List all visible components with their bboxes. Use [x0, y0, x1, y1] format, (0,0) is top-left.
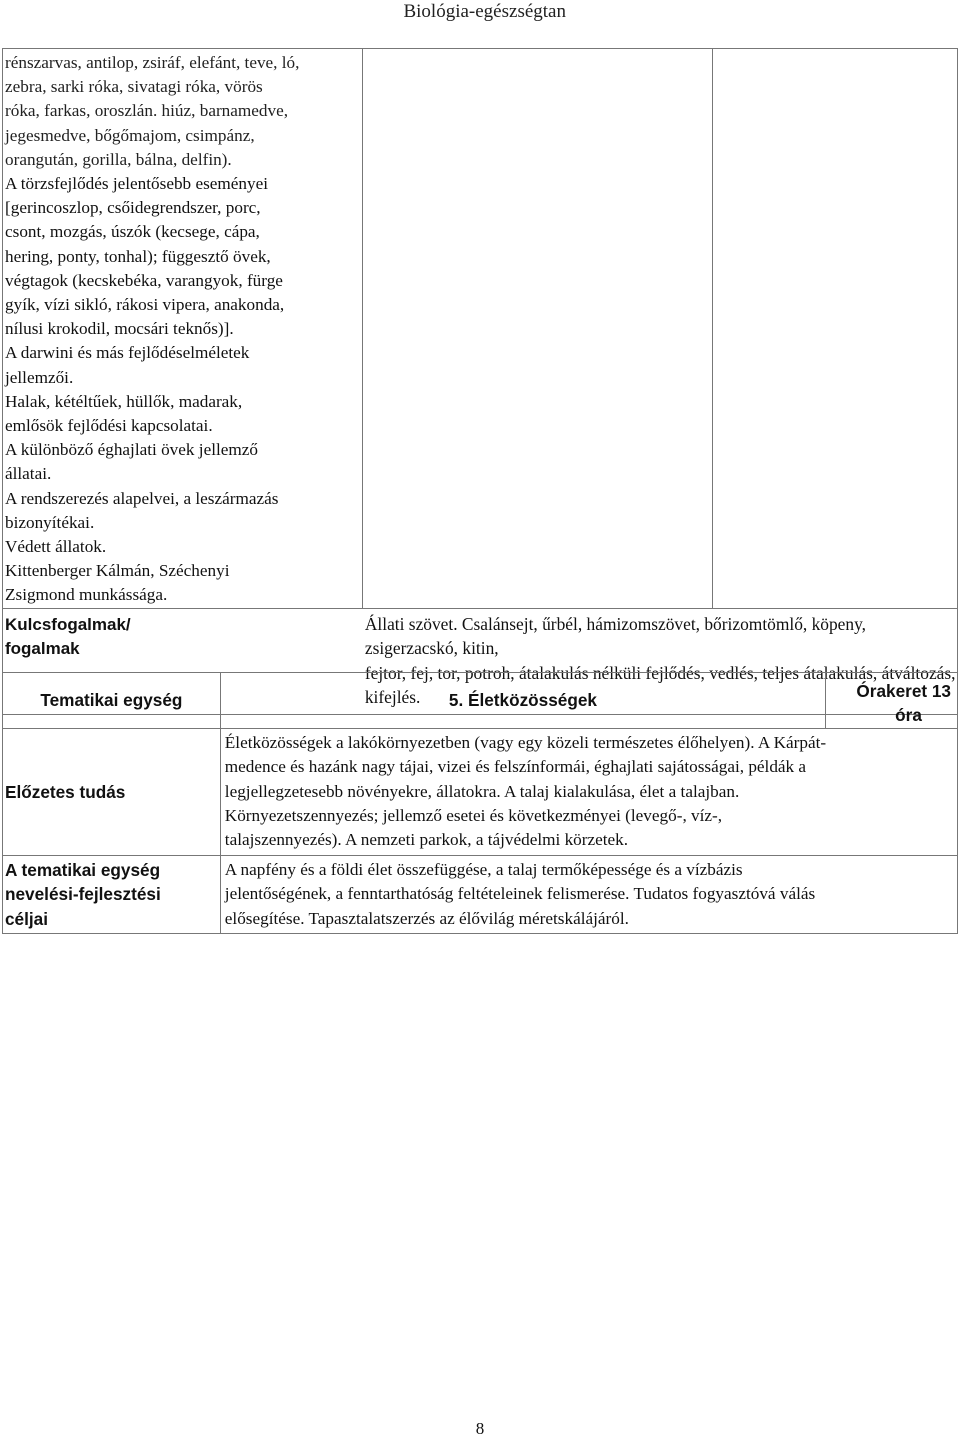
- text-line: A darwini és más fejlődéselméletek: [5, 343, 250, 363]
- unit-hours-line: Órakeret 13: [856, 681, 951, 701]
- empty-column-cell: [363, 49, 712, 609]
- text-line: Halak, kétéltűek, hüllők, madarak,: [5, 391, 243, 411]
- prior-knowledge-text: [220, 728, 957, 855]
- unit-title: 5. Életközösségek: [220, 673, 825, 729]
- thematic-unit-table: [2, 672, 958, 934]
- text-line: Kittenberger Kálmán, Széchenyi: [5, 561, 230, 581]
- text-line: Védett állatok.: [5, 537, 107, 557]
- text-line: Életközösségek a lakókörnyezetben (vagy egy közeli természetes élőhelyen). A Kárpát-: [224, 732, 827, 752]
- text-line: bizonyítékai.: [5, 512, 95, 532]
- animal-list-continuation: [5, 51, 358, 172]
- text-line: gyík, vízi sikló, rákosi vipera, anakonda,: [5, 295, 285, 315]
- running-header: Biológia-egészségtan: [403, 1, 566, 22]
- text-line: talajszennyezés). A nemzeti parkok, a tájvédelmi körzetek.: [224, 830, 629, 850]
- text-line: A napfény és a földi élet összefüggése, a talaj termőképessége és a vízbázis: [224, 859, 743, 879]
- keywords-label-line: Kulcsfogalmak/: [5, 614, 131, 634]
- goals-label: [3, 855, 221, 933]
- text-line: A rendszerezés alapelvei, a leszármazás: [5, 488, 279, 508]
- text-line: Zsigmond munkássága.: [5, 585, 168, 605]
- text-line: emlősök fejlődési kapcsolatai.: [5, 416, 213, 436]
- text-line: csont, mozgás, úszók (kecsege, cápa,: [5, 222, 260, 242]
- goals-label-line: céljai: [5, 908, 49, 929]
- text-line: jellemzői.: [5, 367, 74, 387]
- text-line: A törzsfejlődés jelentősebb eseményei: [5, 174, 268, 194]
- text-line: jegesmedve, bőgőmajom, csimpánz,: [5, 125, 255, 145]
- text-line: róka, farkas, oroszlán. hiúz, barnamedve,: [5, 101, 288, 121]
- text-line: állatai.: [5, 464, 52, 484]
- text-line: jelentőségének, a fenntarthatóság feltételeinek felismerése. Tudatos fogyasztóvá válás: [224, 884, 816, 904]
- text-line: nílusi krokodil, mocsári teknős)].: [5, 319, 234, 339]
- prior-knowledge-row: [3, 728, 958, 855]
- goals-row: [3, 855, 958, 933]
- curriculum-continuation-table: [2, 48, 958, 715]
- empty-column-cell: [712, 49, 957, 609]
- keywords-label-line: fogalmak: [5, 638, 80, 658]
- prior-knowledge-label: Előzetes tudás: [3, 728, 221, 855]
- goals-label-line: A tematikai egység: [5, 859, 161, 880]
- page-number: 8: [475, 1419, 485, 1438]
- text-line: [gerincoszlop, csőidegrendszer, porc,: [5, 198, 261, 218]
- text-line: elősegítése. Tapasztalatszerzés az élővilág méretskálájáról.: [224, 908, 629, 928]
- content-row: [3, 49, 958, 609]
- text-line: hering, ponty, tonhal); függesztő övek,: [5, 246, 271, 266]
- keywords-line: Állati szövet. Csalánsejt, űrbél, hámizomszövet, bőrizomtömlő, köpeny, zsigerzacskó, kitin,: [364, 613, 867, 659]
- unit-header-row: [3, 673, 958, 729]
- unit-hours: [826, 673, 958, 729]
- text-line: orangután, gorilla, bálna, delfin).: [5, 149, 232, 169]
- text-line: végtagok (kecskebéka, varangyok, fürge: [5, 270, 283, 290]
- text-line: A különböző éghajlati övek jellemző: [5, 440, 258, 460]
- unit-label: Tematikai egység: [3, 673, 221, 729]
- text-line: medence és hazánk nagy tájai, vizei és felszínformái, éghajlati sajátosságai, példák a: [224, 757, 807, 777]
- unit-hours-line: óra: [895, 705, 922, 726]
- content-cell: [3, 49, 363, 609]
- topics-list: [5, 172, 358, 608]
- text-line: rénszarvas, antilop, zsiráf, elefánt, teve, ló,: [5, 53, 300, 72]
- keywords-line: fejtor, fej, tor, potroh, átalakulás nélküli fejlődés, vedlés, teljes átalakulás, átváltozás, kifejlés.: [364, 662, 956, 708]
- text-line: legjellegzetesebb növényekre, állatokra. A talaj kialakulása, élet a talajban.: [224, 781, 740, 801]
- text-line: Környezetszennyezés; jellemző esetei és következményei (levegő-, víz-,: [224, 806, 723, 826]
- goals-label-line: nevelési-fejlesztési: [5, 884, 161, 905]
- goals-text: [220, 855, 957, 933]
- text-line: zebra, sarki róka, sivatagi róka, vörös: [5, 77, 263, 97]
